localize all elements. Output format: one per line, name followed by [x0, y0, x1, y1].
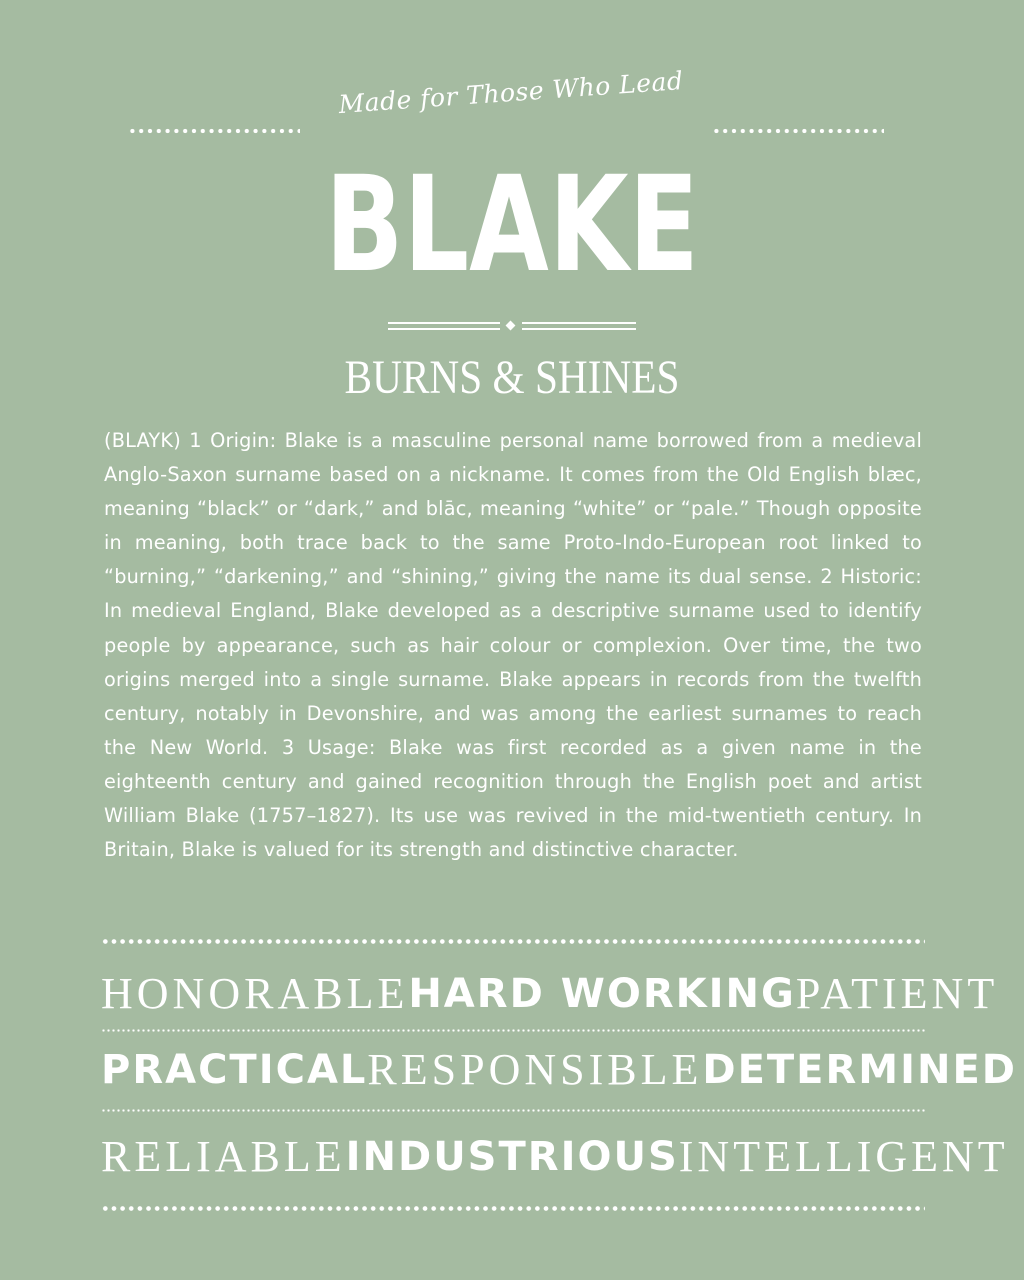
tagline: Made for Those Who Lead — [337, 66, 685, 120]
top-right-dotted-rule — [712, 128, 884, 134]
trait: HONORABLE — [101, 969, 409, 1018]
traits-top-dotted-rule — [101, 938, 925, 945]
trait: RELIABLE — [101, 1132, 346, 1181]
traits-row-1 — [101, 964, 999, 1024]
traits-row-2 — [101, 1040, 1017, 1100]
divider-right-line-bottom — [522, 328, 636, 330]
trait: INTELLIGENT — [678, 1132, 1009, 1181]
top-left-dotted-rule — [128, 128, 300, 134]
traits-separator-1 — [101, 1029, 925, 1032]
traits-row-3 — [101, 1127, 1009, 1187]
name-title: BLAKE — [325, 148, 699, 302]
trait: DETERMINED — [702, 1047, 1017, 1093]
divider-left-line-top — [388, 322, 500, 324]
traits-separator-2 — [101, 1109, 925, 1112]
name-meaning: BURNS & SHINES — [344, 351, 680, 404]
divider-right-line-top — [522, 322, 636, 324]
trait: PATIENT — [795, 969, 999, 1018]
name-definition: (BLAYK) 1 Origin: Blake is a masculine personal name borrowed from a medieval Anglo-Saxon surname based on a nickname. It comes from the Old English blæc, meaning “black” or “dark,” and blāc, meaning “white” or “pale.” Though opposite in meaning, both trace back to the same Proto-Indo-European root linked to “burning,” “darkening,” and “shining,” giving the name its dual sense. 2 Historic: In medieval England, Blake developed as a descriptive surname used to identify people by appearance, such as hair colour or complexion. Over time, the two origins merged into a single surname. Blake appears in records from the twelfth century, notably in Devonshire, and was among the earliest surnames to reach the New World. 3 Usage: Blake was first recorded as a given name in the eighteenth century and gained recognition through the English poet and artist William Blake (1757–1827). Its use was revived in the mid-twentieth century. In Britain, Blake is valued for its strength and distinctive character. — [104, 429, 922, 862]
trait: HARD WORKING — [408, 971, 796, 1017]
trait: INDUSTRIOUS — [345, 1134, 679, 1180]
divider-diamond-icon — [506, 321, 516, 331]
traits-bottom-dotted-rule — [101, 1205, 925, 1212]
divider-left-line-bottom — [388, 328, 500, 330]
trait: PRACTICAL — [101, 1047, 368, 1093]
trait: RESPONSIBLE — [367, 1045, 703, 1094]
